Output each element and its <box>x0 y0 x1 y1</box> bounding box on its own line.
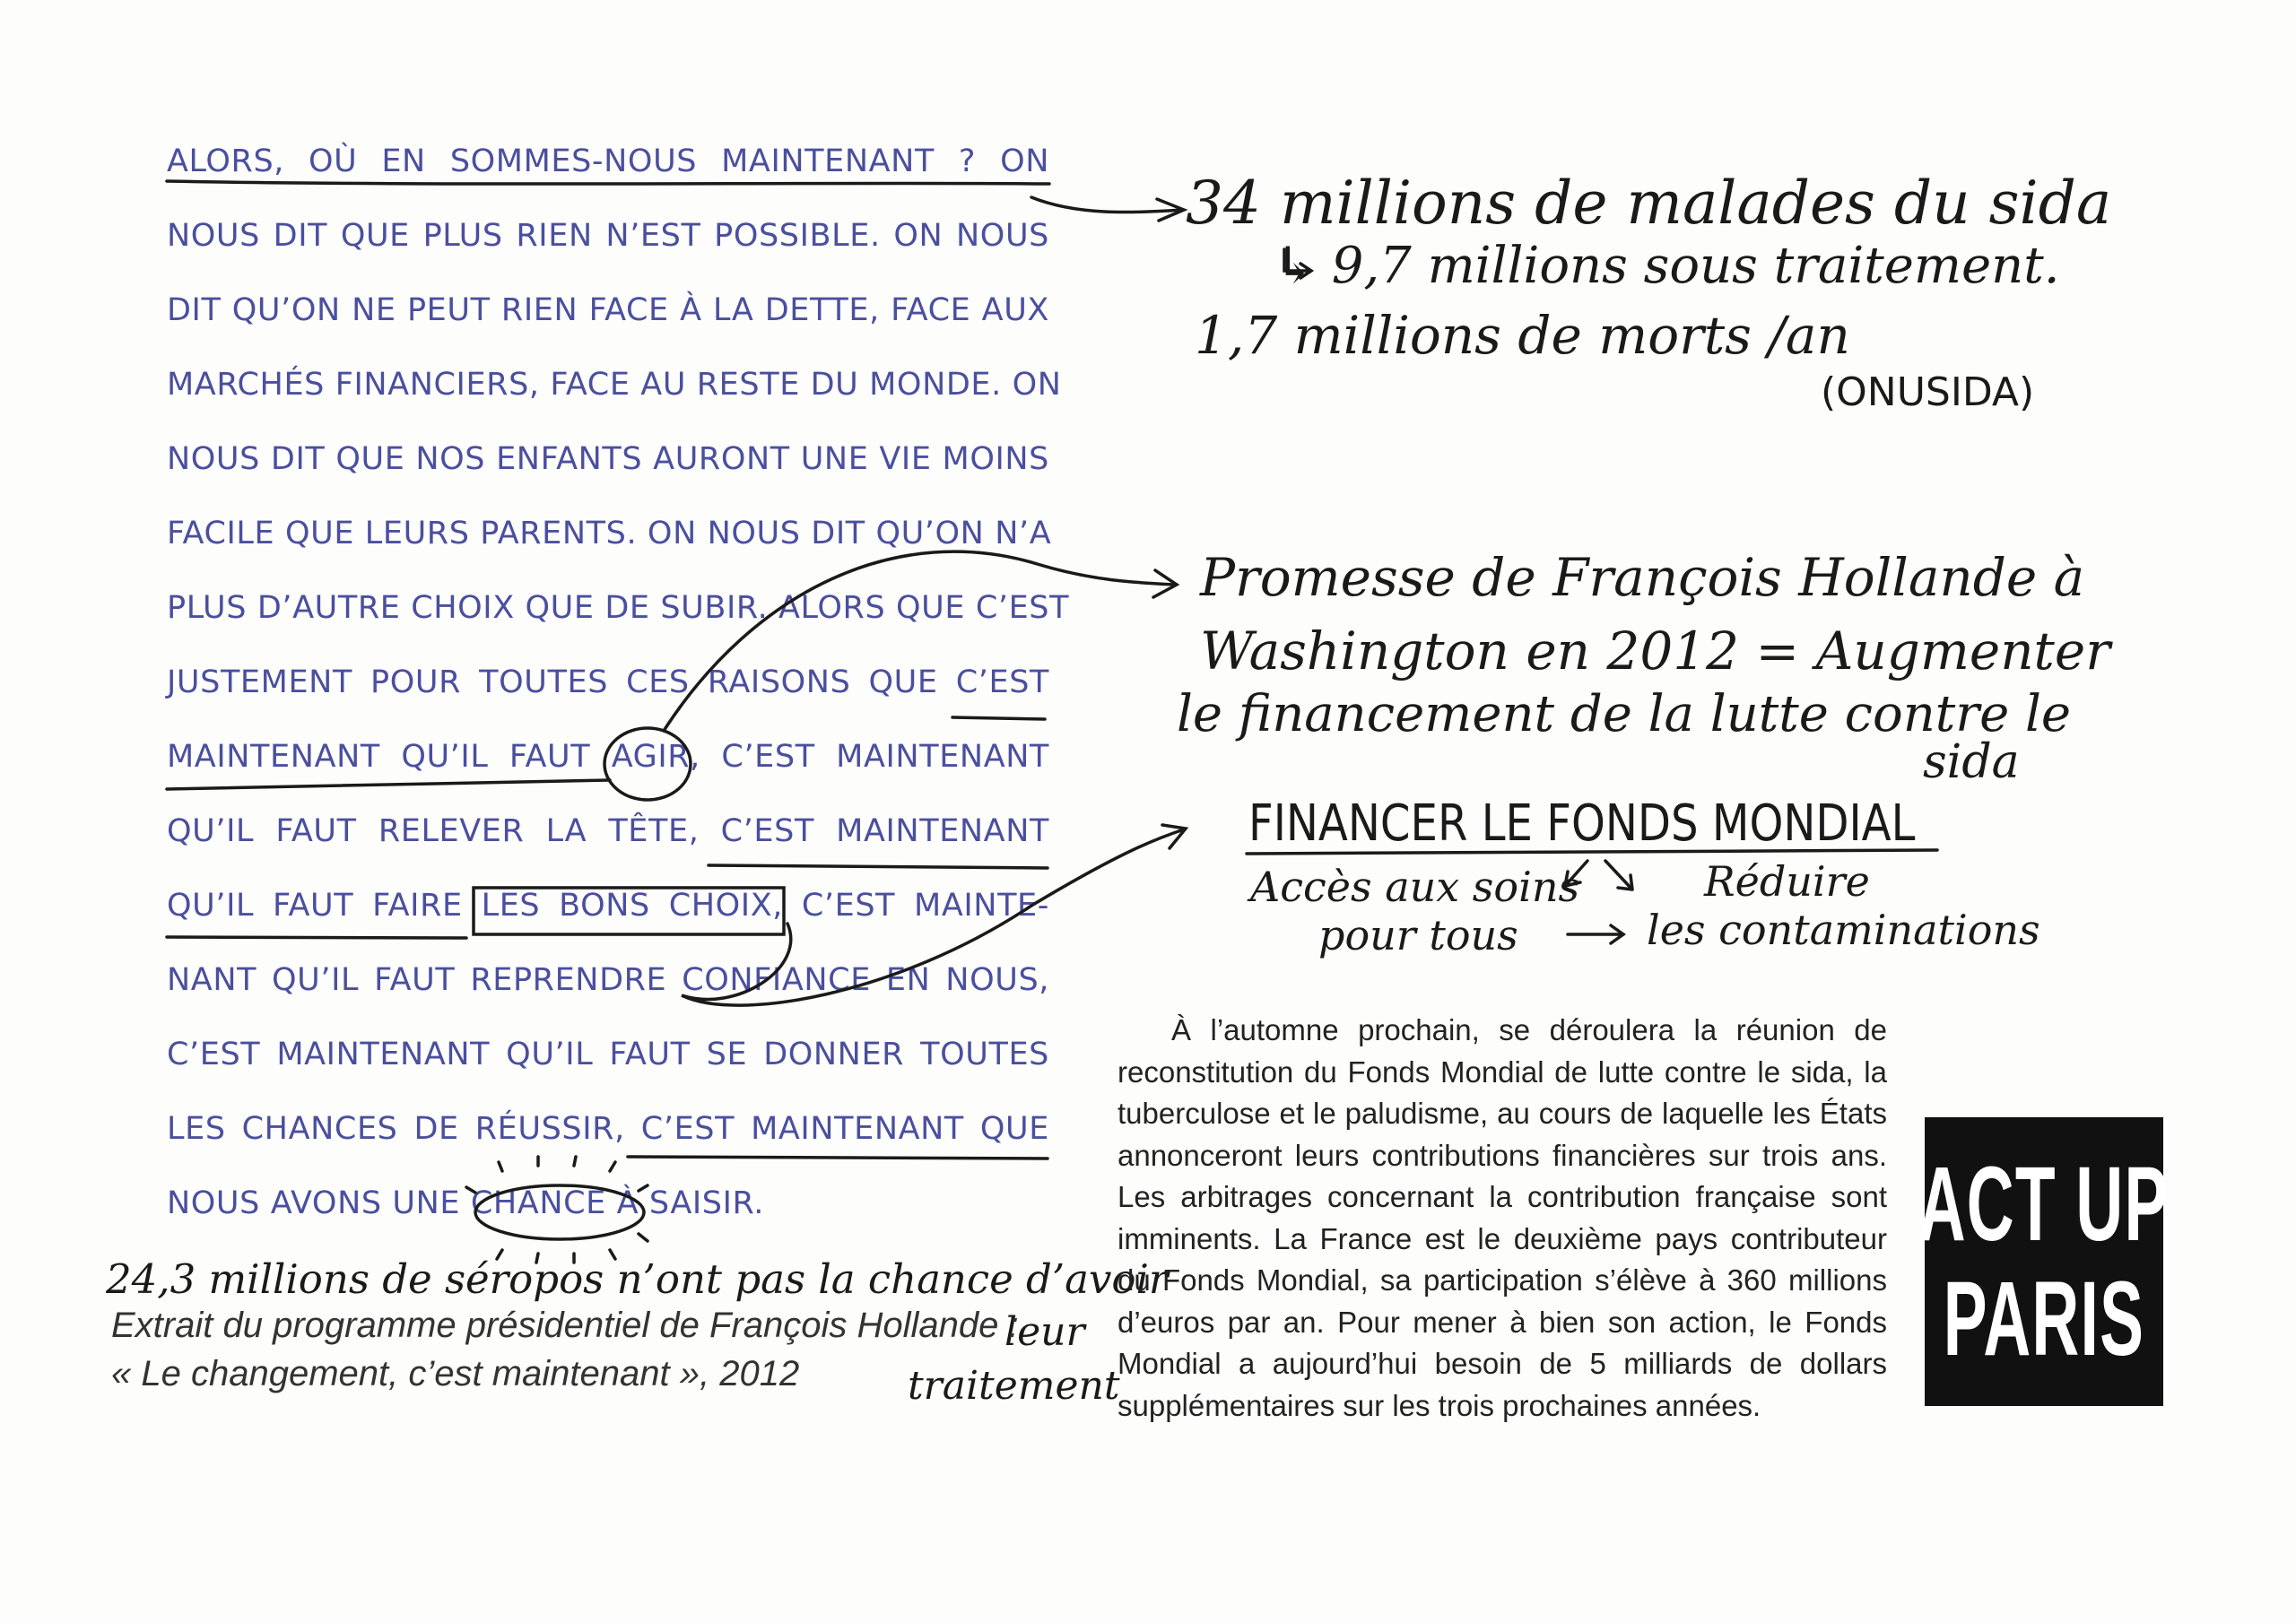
seropos-note-line2: leur <box>1004 1309 1085 1355</box>
seropos-note-line3: traitement <box>908 1363 1120 1409</box>
logo-line2: PARIS <box>1943 1260 2145 1378</box>
excerpt-line: ALORS, OÙ EN SOMMES-NOUS MAINTENANT ? ON <box>167 143 1049 179</box>
aids-cases-note: 34 millions de malades du sida <box>1186 169 2112 238</box>
fund-access-line2: pour tous <box>1318 911 1518 959</box>
seropos-note-line1: 24,3 millions de séropos n’ont pas la chance d’avoir <box>106 1255 1169 1303</box>
underline-cest-maintenant-2 <box>709 865 1048 868</box>
logo-line1: ACT UP <box>1918 1145 2170 1263</box>
excerpt-line: NANT QU’IL FAUT REPRENDRE CONFIANCE EN NOUS, <box>167 962 1049 998</box>
excerpt-line: LES CHANCES DE RÉUSSIR, C’EST MAINTENANT QUE <box>167 1111 1049 1147</box>
body-paragraph-text: À l’automne prochain, se déroulera la réunion de reconstitution du Fonds Mondial de lutte contre le sida, la tuberculose et le paludisme, au cours de laquelle les États annonceront leurs contributions financières sur trois ans. Les arbitrages concernant la contribution française sont imminents. La France est le deuxième pays contributeur du Fonds Mondial, sa participation s’élève à 360 millions d’euros par an. Pour mener à bien son action, le Fonds Mondial a aujourd’hui besoin de 5 milliards de dollars supplémentaires sur les trois prochaines années. <box>1118 1013 1887 1422</box>
promise-note-line4: sida <box>1923 735 2020 789</box>
unaids-source-note: (ONUSIDA) <box>1821 369 2035 415</box>
arrow-to-stats <box>1031 197 1182 213</box>
aids-treated-note: ↳ 9,7 millions sous traitement. <box>1274 237 2060 295</box>
promise-note-line2: Washington en 2012 = Augmenter <box>1200 621 2110 681</box>
excerpt-line: JUSTEMENT POUR TOUTES CES RAISONS QUE C’EST <box>167 664 1049 700</box>
act-up-paris-logo <box>1918 1117 2170 1406</box>
underline-cest-maintenant <box>952 717 1045 719</box>
arrow-head-stats <box>1157 199 1184 221</box>
arrow-access-to-reduce <box>1568 925 1623 943</box>
excerpt-line: C’EST MAINTENANT QU’IL FAUT SE DONNER TOUTES <box>167 1037 1049 1072</box>
promise-note-line3: le financement de la lutte contre le <box>1177 685 2072 743</box>
arrow-fund-right <box>1605 861 1632 890</box>
aids-deaths-note: 1,7 millions de morts /an <box>1195 305 1850 366</box>
excerpt-line: QU’IL FAUT FAIRE LES BONS CHOIX, C’EST MAINTE- <box>167 888 1049 924</box>
underline-line-1 <box>167 181 1049 184</box>
excerpt-line: NOUS DIT QUE PLUS RIEN N’EST POSSIBLE. ON NOUS <box>167 218 1049 254</box>
arrow-head-fund <box>1162 825 1186 848</box>
fund-title-note: FINANCER LE FONDS MONDIAL <box>1248 794 1916 853</box>
underline-maintenant-que <box>628 1157 1048 1159</box>
excerpt-line: MAINTENANT QU’IL FAUT AGIR, C’EST MAINTENANT <box>167 739 1049 775</box>
fund-reduce-line1: Réduire <box>1704 857 1870 906</box>
excerpt-line: PLUS D’AUTRE CHOIX QUE DE SUBIR. ALORS QUE C’EST <box>167 590 1070 626</box>
underline-quil-faut-faire <box>167 937 466 938</box>
arrow-head-promise <box>1153 570 1177 597</box>
excerpt-line: NOUS DIT QUE NOS ENFANTS AURONT UNE VIE MOINS <box>167 441 1049 477</box>
arrow-agir-to-promise <box>664 551 1175 731</box>
excerpt-line: FACILE QUE LEURS PARENTS. ON NOUS DIT QU’ON N’A <box>167 516 1052 551</box>
excerpt-source-line1: Extrait du programme présidentiel de François Hollande : <box>111 1306 1019 1345</box>
fund-access-line1: Accès aux soins <box>1250 863 1580 911</box>
promise-note-line1: Promesse de François Hollande à <box>1200 547 2085 608</box>
excerpt-line: NOUS AVONS UNE CHANCE À SAISIR. <box>167 1185 764 1221</box>
excerpt-line: QU’IL FAUT RELEVER LA TÊTE, C’EST MAINTENANT <box>167 813 1049 849</box>
excerpt-line: DIT QU’ON NE PEUT RIEN FACE À LA DETTE, FACE AUX <box>167 292 1049 328</box>
excerpt-line: MARCHÉS FINANCIERS, FACE AU RESTE DU MONDE. ON <box>167 367 1062 403</box>
excerpt-source-line2: « Le changement, c’est maintenant », 2012 <box>111 1354 800 1393</box>
fund-reduce-line2: les contaminations <box>1647 906 2040 954</box>
underline-maintenant-agir <box>167 780 610 789</box>
